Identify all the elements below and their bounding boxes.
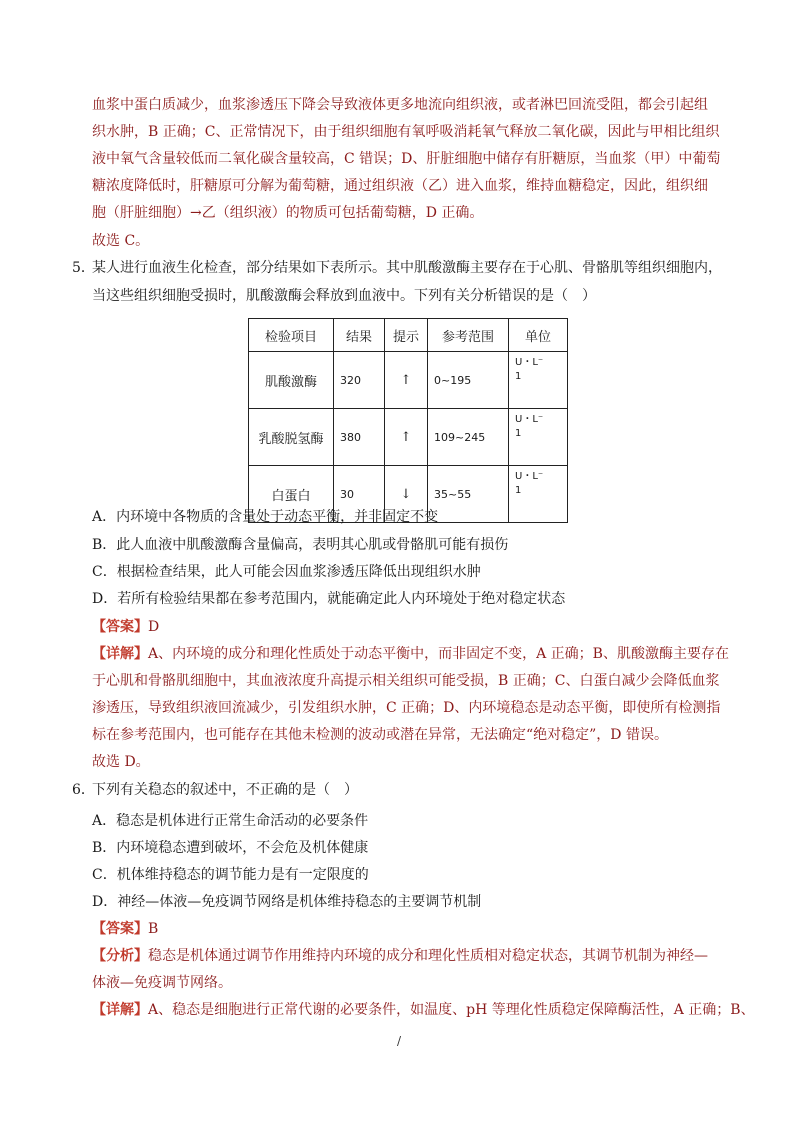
unit-text: U・L⁻: [515, 357, 544, 368]
header-range: 参考范围: [428, 319, 509, 352]
detail-line: 渗透压，导致组织液回流减少，引发组织水肿，C 正确；D、内环境稳态是动态平衡，即使所有检测指: [92, 700, 721, 716]
cell-item: 乳酸脱氢酶: [249, 409, 334, 466]
question-number: 6．: [72, 782, 95, 798]
analysis-text: 稳态是机体通过调节作用维持内环境的成分和理化性质相对稳定状态，其调节机制为神经—: [148, 948, 708, 964]
cell-unit: [509, 466, 568, 523]
question-stem-line: 当这些组织细胞受损时，肌酸激酶会释放到血液中。下列有关分析错误的是（ ）: [92, 288, 596, 304]
cell-result: 30: [334, 466, 385, 523]
cell-hint-arrow: ↑: [385, 352, 428, 409]
option-b: B．内环境稳态遭到破坏，不会危及机体健康: [92, 840, 369, 856]
unit-exponent: 1: [515, 371, 522, 382]
page-footer-mark: /: [397, 1034, 402, 1048]
option-d: D．若所有检验结果都在参考范围内，就能确定此人内环境处于绝对稳定状态: [92, 591, 566, 607]
answer-value: B: [148, 921, 159, 937]
table-row: [249, 409, 568, 466]
detail-text: A、内环境的成分和理化性质处于动态平衡中，而非固定不变，A 正确；B、肌酸激酶主要存在: [148, 646, 729, 662]
cell-unit: [509, 352, 568, 409]
question-number: 5．: [72, 260, 95, 276]
analysis-line: 血浆中蛋白质减少，血浆渗透压下降会导致液体更多地流向组织液，或者淋巴回流受阻，都会引起组: [92, 97, 708, 113]
analysis-line: 织水肿，B 正确；C、正常情况下，由于组织细胞有氧呼吸消耗氧气释放二氧化碳，因此与甲相比组织: [92, 124, 720, 140]
header-hint: 提示: [385, 319, 428, 352]
unit-exponent: 1: [515, 428, 522, 439]
cell-hint-arrow: ↓: [385, 466, 428, 523]
detail-line: 于心肌和骨骼肌细胞中，其血液浓度升高提示相关组织可能受损，B 正确；C、白蛋白减少会降低血浆: [92, 673, 720, 689]
analysis-line: 胞（肝脏细胞）→乙（组织液）的物质可包括葡萄糖，D 正确。: [92, 205, 484, 221]
analysis-line: 体液—免疫调节网络。: [92, 975, 232, 991]
conclusion: 故选 C。: [92, 233, 150, 249]
cell-result: 320: [334, 352, 385, 409]
answer-line: [92, 618, 159, 636]
detail-line: 标在参考范围内，也可能存在其他未检测的波动或潜在异常，无法确定“绝对稳定”，D 错误。: [92, 727, 668, 743]
answer-value: D: [148, 619, 160, 635]
option-a: A．稳态是机体进行正常生命活动的必要条件: [92, 813, 369, 829]
cell-item: 白蛋白: [249, 466, 334, 523]
answer-line: [92, 920, 158, 938]
header-result: 结果: [334, 319, 385, 352]
lab-results-table: [248, 318, 568, 523]
cell-range: 109~245: [428, 409, 509, 466]
unit-text: U・L⁻: [515, 471, 544, 482]
table-header-row: [249, 319, 568, 352]
option-c: C．根据检查结果，此人可能会因血浆渗透压降低出现组织水肿: [92, 564, 481, 580]
option-c: C．机体维持稳态的调节能力是有一定限度的: [92, 867, 369, 883]
conclusion: 故选 D。: [92, 754, 150, 770]
option-b: B．此人血液中肌酸激酶含量偏高，表明其心肌或骨骼肌可能有损伤: [92, 537, 509, 553]
analysis-line: 糖浓度降低时，肝糖原可分解为葡萄糖，通过组织液（乙）进入血浆，维持血糖稳定，因此，组织细: [92, 178, 708, 194]
cell-item: 肌酸激酶: [249, 352, 334, 409]
question-stem-line: 某人进行血液生化检查，部分结果如下表所示。其中肌酸激酶主要存在于心肌、骨骼肌等组织细胞内，: [92, 260, 722, 276]
detail-line: [92, 1001, 755, 1019]
cell-range: 0~195: [428, 352, 509, 409]
question-stem: 下列有关稳态的叙述中，不正确的是（ ）: [92, 782, 358, 798]
header-unit: 单位: [509, 319, 568, 352]
answer-tag: 【答案】: [92, 921, 148, 937]
cell-range: 35~55: [428, 466, 509, 523]
cell-hint-arrow: ↑: [385, 409, 428, 466]
header-item: 检验项目: [249, 319, 334, 352]
analysis-line: 液中氧气含量较低而二氧化碳含量较高，C 错误；D、肝脏细胞中储存有肝糖原，当血浆（甲）中葡萄: [92, 151, 721, 167]
option-d: D．神经—体液—免疫调节网络是机体维持稳态的主要调节机制: [92, 894, 482, 910]
detail-tag: 【详解】: [92, 1002, 148, 1018]
analysis-tag: 【分析】: [92, 948, 148, 964]
table-row: [249, 352, 568, 409]
detail-text: A、稳态是细胞进行正常代谢的必要条件，如温度、pH 等理化性质稳定保障酶活性，A 正确；B、: [148, 1002, 755, 1018]
cell-unit: [509, 409, 568, 466]
detail-tag: 【详解】: [92, 646, 148, 662]
cell-result: 380: [334, 409, 385, 466]
unit-exponent: 1: [515, 485, 522, 496]
detail-line: [92, 645, 729, 663]
option-a: A．内环境中各物质的含量处于动态平衡，并非固定不变: [92, 509, 439, 525]
answer-tag: 【答案】: [92, 619, 148, 635]
analysis-line: [92, 947, 708, 965]
unit-text: U・L⁻: [515, 414, 544, 425]
